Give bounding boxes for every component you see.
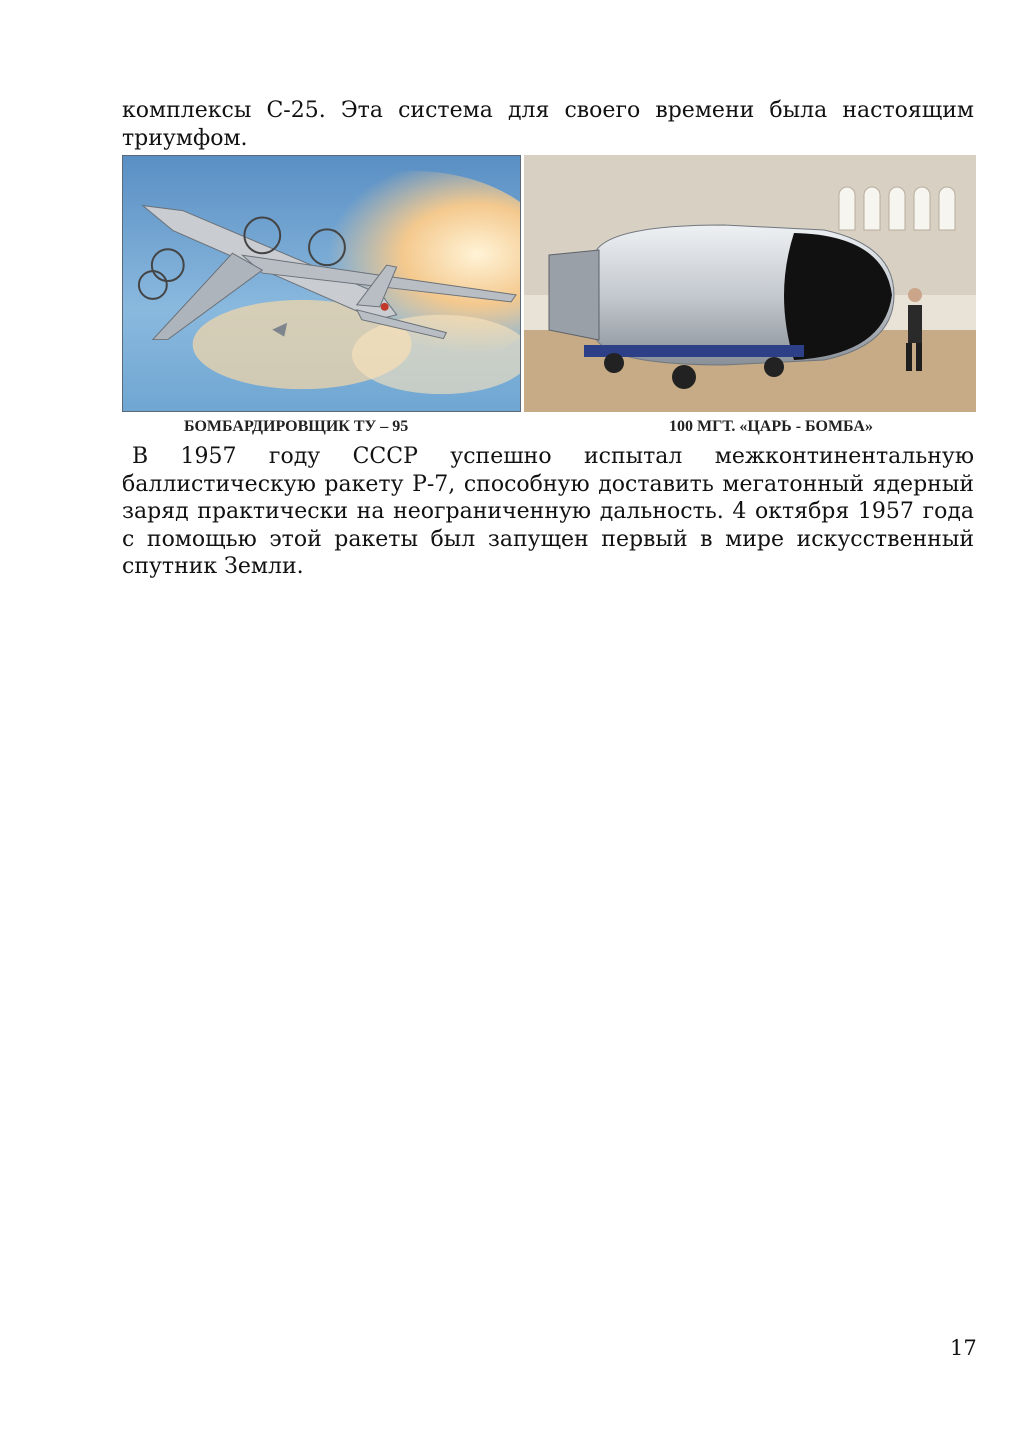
bomber-illustration [123, 156, 520, 411]
page-number: 17 [950, 1336, 977, 1360]
caption-tsar-bomba: 100 МГТ. «ЦАРЬ - БОМБА» [669, 418, 873, 435]
paragraph-main: В 1957 году СССР успешно испытал межконтинентальную баллистическую ракету Р-7, способную доставить мегатонный ядерный заряд практически на неограниченную дальность. 4 октября 1957 года с помощью этой ракеты был запущен первый в мире искусственный спутник Земли. [122, 444, 974, 579]
tsar-bomba-photo [524, 155, 976, 412]
tsar-bomba-image [524, 155, 976, 412]
figure-row [122, 155, 976, 412]
paragraph-top: комплексы С-25. Эта система для своего времени была настоящим триумфом. [122, 98, 974, 151]
caption-bomber: БОМБАРДИРОВЩИК ТУ – 95 [184, 418, 409, 435]
bomber-tu95-image [122, 155, 521, 412]
